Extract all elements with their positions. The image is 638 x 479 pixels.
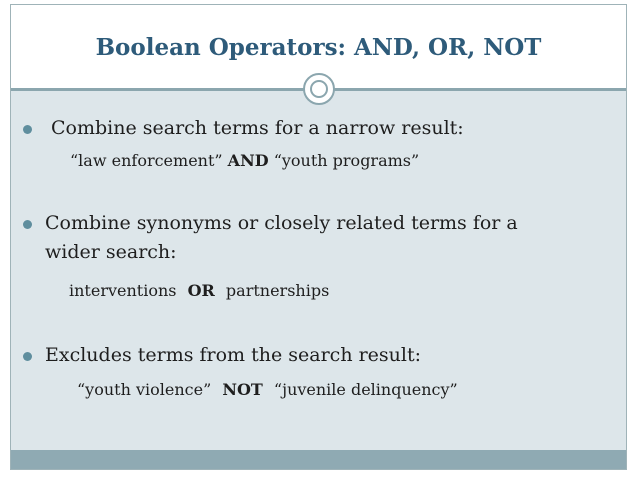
bottom-bar <box>11 450 626 469</box>
example-1-operator: AND <box>227 151 269 170</box>
bullet-1-example <box>70 151 419 170</box>
circle-ornament-icon <box>303 73 335 105</box>
example-1-left: “law enforcement” <box>70 151 223 170</box>
example-3-operator: NOT <box>222 380 263 399</box>
example-1-right: “youth programs” <box>273 151 420 170</box>
bullet-3-example <box>77 380 458 399</box>
slide-title: Boolean Operators: AND, OR, NOT <box>95 34 542 61</box>
bullet-icon <box>23 352 32 361</box>
example-3-left: “youth violence” <box>77 380 212 399</box>
example-2-right: partnerships <box>225 281 330 300</box>
inner-circle-icon <box>310 80 328 98</box>
bullet-2-example <box>69 281 329 300</box>
bullet-2-text-line2: wider search: <box>45 241 177 263</box>
bullet-2-text-line1: Combine synonyms or closely related terms for a <box>45 212 518 234</box>
example-3-right: “juvenile delinquency” <box>273 380 458 399</box>
example-2-operator: OR <box>187 281 215 300</box>
bullet-1-text: Combine search terms for a narrow result: <box>51 117 464 139</box>
bullet-3-text: Excludes terms from the search result: <box>45 344 422 366</box>
example-2-left: interventions <box>69 281 177 300</box>
bullet-icon <box>23 125 32 134</box>
bullet-icon <box>23 220 32 229</box>
